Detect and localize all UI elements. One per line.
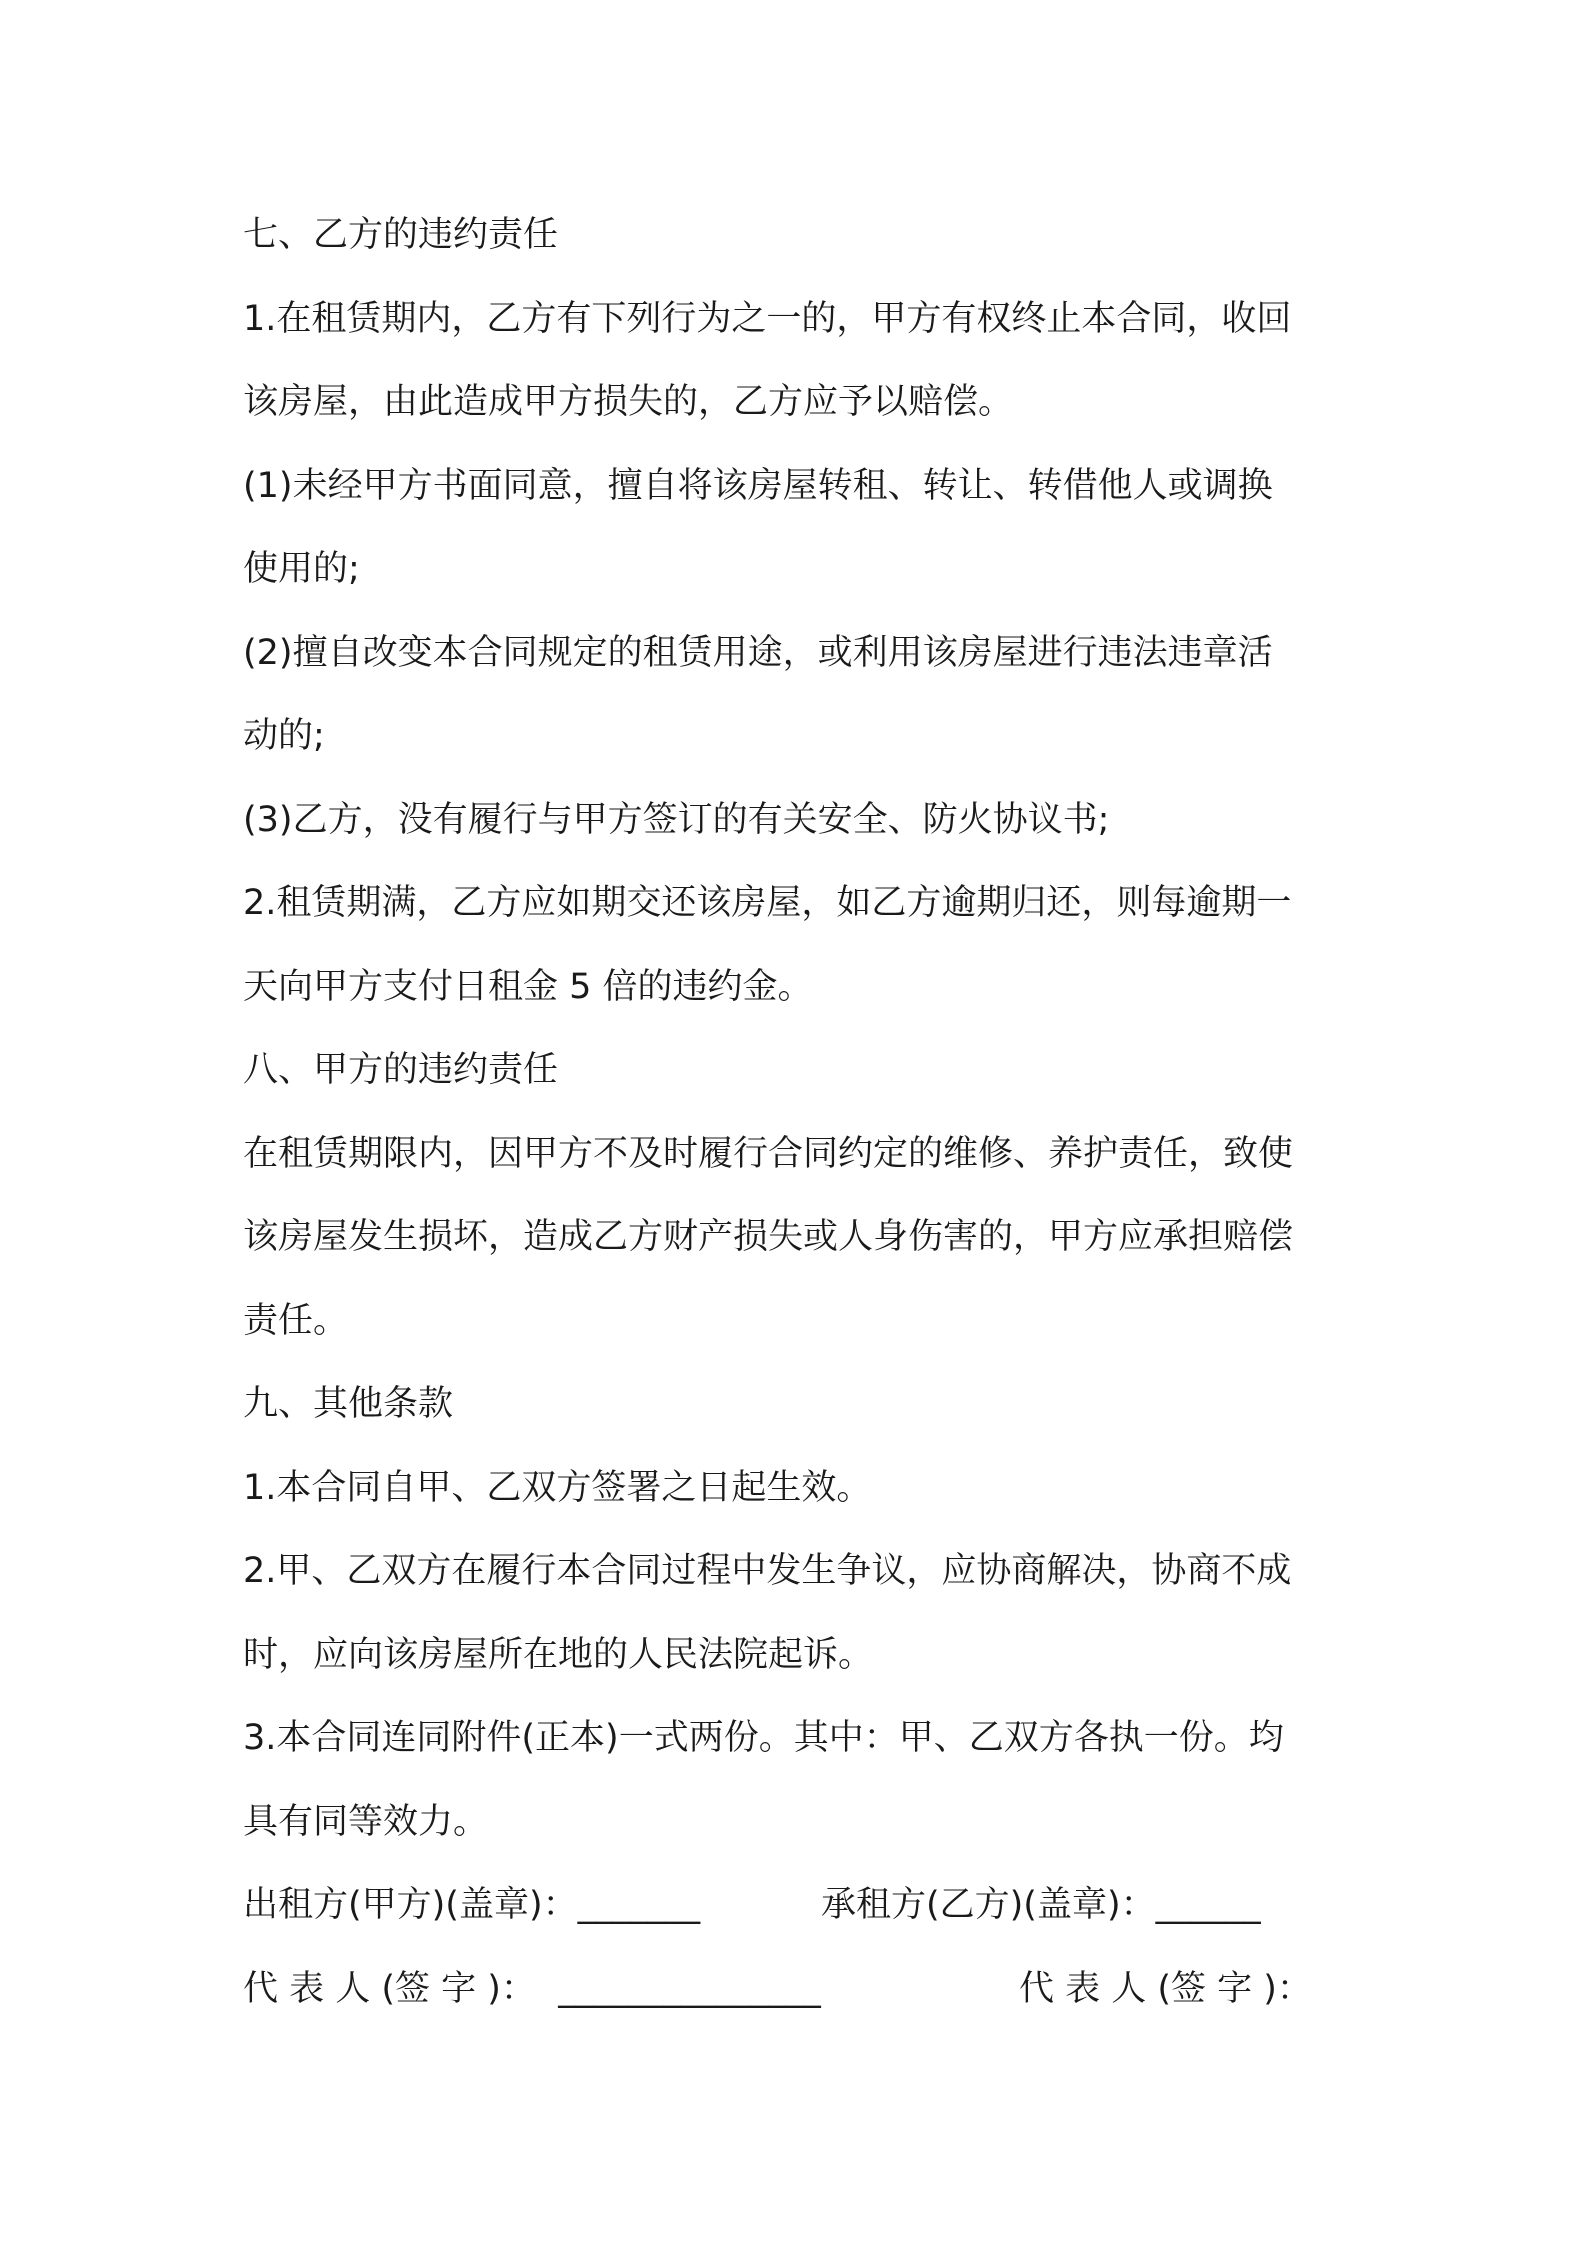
paragraph-line: (1)未经甲方书面同意，擅自将该房屋转租、转让、转借他人或调换 (243, 465, 1273, 506)
lessor-representative-label: 代 表 人 (签 字 )： (243, 1968, 536, 2009)
paragraph-line: (2)擅自改变本合同规定的租赁用途，或利用该房屋进行违法违章活 (243, 632, 1273, 673)
paragraph-line: 时，应向该房屋所在地的人民法院起诉。 (243, 1634, 874, 1675)
lessee-representative-label: 代 表 人 (签 字 )： (1019, 1968, 1312, 2009)
lessor-seal-label: 出租方(甲方)(盖章)： (243, 1885, 578, 1925)
paragraph-line: 使用的; (243, 549, 360, 589)
section-heading-7: 七、乙方的违约责任 (243, 215, 559, 255)
paragraph-line: 天向甲方支付日租金 5 倍的违约金。 (243, 966, 813, 1007)
lessee-seal-blank: ______ (1155, 1885, 1261, 1925)
section-heading-8: 八、甲方的违约责任 (243, 1050, 559, 1090)
paragraph-line: 3.本合同连同附件(正本)一式两份。其中：甲、乙双方各执一份。均 (243, 1718, 1284, 1758)
paragraph-line: 2.租赁期满，乙方应如期交还该房屋，如乙方逾期归还，则每逾期一 (243, 883, 1292, 923)
paragraph-line: 2.甲、乙双方在履行本合同过程中发生争议，应协商解决，协商不成 (243, 1551, 1292, 1591)
paragraph-line: 在租赁期限内，因甲方不及时履行合同约定的维修、养护责任，致使 (243, 1133, 1294, 1174)
paragraph-line: 该房屋发生损坏，造成乙方财产损失或人身伤害的，甲方应承担赔偿 (243, 1217, 1294, 1257)
contract-body (243, 194, 1353, 2031)
paragraph-line: 1.在租赁期内，乙方有下列行为之一的，甲方有权终止本合同，收回 (243, 298, 1292, 339)
paragraph-line: 1.本合同自甲、乙双方签署之日起生效。 (243, 1467, 872, 1508)
lessee-seal-label: 承租方(乙方)(盖章)： (821, 1885, 1156, 1925)
paragraph-line: 动的; (243, 716, 325, 756)
paragraph-line: 责任。 (243, 1300, 349, 1341)
lessee-representative (1019, 1948, 1312, 2032)
lessor-seal-blank: _______ (577, 1885, 701, 1925)
seal-signature-row (243, 1864, 1353, 1948)
lessor-representative (243, 1948, 821, 2032)
section-heading-9: 九、其他条款 (243, 1384, 454, 1424)
lessor-representative-blank: _______________ (558, 1968, 821, 2009)
lessor-seal (243, 1864, 700, 1948)
paragraph-line: 具有同等效力。 (243, 1801, 489, 1842)
paragraph-line: (3)乙方，没有履行与甲方签订的有关安全、防火协议书; (243, 799, 1110, 840)
lessee-seal (821, 1864, 1261, 1948)
paragraph-line: 该房屋，由此造成甲方损失的，乙方应予以赔偿。 (243, 382, 1014, 422)
representative-signature-row (243, 1948, 1353, 2032)
